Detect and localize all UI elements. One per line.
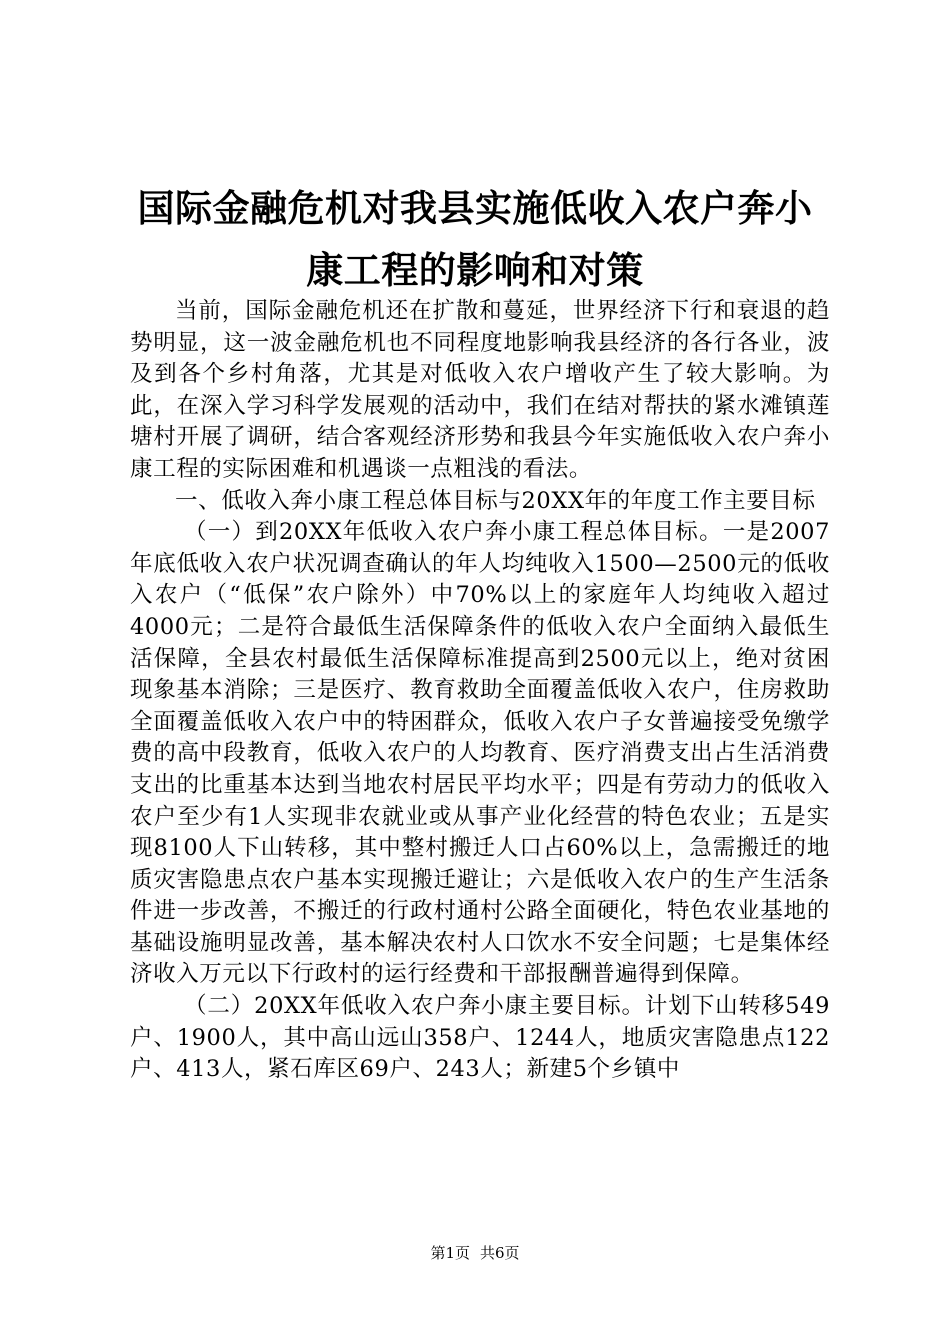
paragraph-intro: 当前，国际金融危机还在扩散和蔓延，世界经济下行和衰退的趋势明显，这一波金融危机也不同程度地影响我县经济的各行各业，波及到各个乡村角落，尤其是对低收入农户增收产生了较大影响。为此，在深入学习科学发展观的活动中，我们在结对帮扶的紧水滩镇莲塘村开展了调研，结合客观经济形势和我县今年实施低收入农户奔小康工程的实际困难和机遇谈一点粗浅的看法。: [130, 298, 830, 482]
paragraph-overall-goals: （一）到20XX年低收入农户奔小康工程总体目标。一是2007年底低收入农户状况调查确认的年人均纯收入1500—2500元的低收入农户（“低保”农户除外）中70%以上的家庭年人均纯收入超过4000元；二是符合最低生活保障条件的低收入农户全面纳入最低生活保障，全县农村最低生活保障标准提高到2500元以上，绝对贫困现象基本消除；三是医疗、教育救助全面覆盖低收入农户，住房救助全面覆盖低收入农户中的特困群众，低收入农户子女普遍接受免缴学费的高中段教育，低收入农户的人均教育、医疗消费支出占生活消费支出的比重基本达到当地农村居民平均水平；四是有劳动力的低收入农户至少有1人实现非农就业或从事产业化经营的特色农业；五是实现8100人下山转移，其中整村搬迁人口占60%以上，急需搬迁的地质灾害隐患点农户基本实现搬迁避让；六是低收入农户的生产生活条件进一步改善，不搬迁的行政村通村公路全面硬化，特色农业基地的基础设施明显改善，基本解决农村人口饮水不安全问题；七是集体经济收入万元以下行政村的运行经费和干部报酬普遍得到保障。: [130, 519, 830, 988]
section-heading-1: 一、低收入奔小康工程总体目标与20XX年的年度工作主要目标: [175, 487, 816, 514]
page-footer: [0, 1243, 950, 1263]
document-body: [130, 296, 830, 1086]
document-title: 国际金融危机对我县实施低收入农户奔小康工程的影响和对策: [137, 187, 813, 292]
page-number: 第1页: [430, 1244, 470, 1262]
page-total: 共6页: [480, 1244, 520, 1262]
paragraph-annual-goals: （二）20XX年低收入农户奔小康主要目标。计划下山转移549户、1900人，其中高山远山358户、1244人，地质灾害隐患点122户、413人，紧石库区69户、243人；新建5个乡镇中: [130, 993, 830, 1083]
